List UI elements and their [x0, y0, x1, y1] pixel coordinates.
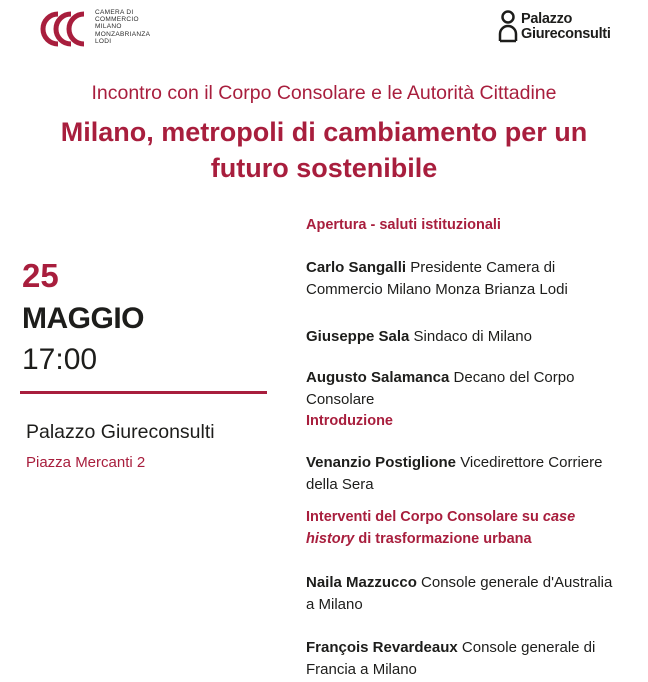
speaker-role: a Milano — [306, 595, 363, 613]
chamber-logo-line: LODI — [95, 37, 112, 45]
section-heading-talks — [306, 507, 636, 550]
program-item-speaker — [306, 367, 636, 410]
event-title-line: Milano, metropoli di cambiamento per un — [60, 117, 588, 147]
event-title-line: futuro sostenibile — [210, 153, 438, 183]
speaker-role: Vicedirettore Corriere — [456, 454, 603, 471]
speaker-role: della Sera — [306, 475, 374, 493]
event-title — [20, 114, 628, 186]
speaker-role: Console generale d'Australia — [416, 574, 613, 591]
event-subtitle: Incontro con il Corpo Consolare e le Autorità Cittadine — [91, 82, 557, 104]
section-heading-introduction: Introduzione — [306, 413, 393, 429]
event-address: Piazza Mercanti 2 — [26, 454, 146, 471]
palazzo-logo-line: Giureconsulti — [521, 26, 611, 42]
chamber-logo-line: COMMERCIO — [95, 16, 139, 24]
speaker-name: Naila Mazzucco — [306, 574, 417, 591]
chamber-logo-text — [95, 9, 150, 45]
speaker-name: Augusto Salamanca — [306, 369, 450, 386]
speaker-name: François Revardeaux — [306, 639, 458, 656]
talks-heading-text: di trasformazione urbana — [354, 530, 532, 547]
chamber-logo-line: MILANO — [95, 23, 122, 31]
chamber-logo-line: CAMERA DI — [95, 9, 134, 16]
divider — [20, 391, 267, 394]
section-heading-opening: Apertura - saluti istituzionali — [306, 217, 501, 233]
event-time: 17:00 — [22, 343, 98, 376]
speaker-role: Decano del Corpo — [449, 369, 575, 386]
chamber-of-commerce-logo — [38, 10, 90, 48]
palazzo-giureconsulti-logo — [498, 10, 611, 44]
event-day: 25 — [22, 257, 59, 294]
talks-heading-italic: case — [542, 509, 576, 525]
event-month: MAGGIO — [22, 302, 144, 335]
program-item-speaker — [306, 572, 636, 615]
speaker-name: Venanzio Postiglione — [306, 454, 457, 471]
program-item-speaker — [306, 637, 636, 680]
chamber-logo-line: MONZABRIANZA — [95, 30, 151, 38]
talks-heading-text: Interventi del Corpo Consolare su — [306, 509, 543, 525]
palazzo-logo-text — [521, 12, 611, 42]
speaker-role: Francia a Milano — [306, 660, 417, 678]
program-item-speaker — [306, 257, 636, 300]
program-item-speaker — [306, 452, 636, 495]
speaker-name: Giuseppe Sala — [306, 328, 410, 345]
event-venue: Palazzo Giureconsulti — [26, 421, 215, 443]
speaker-role: Consolare — [306, 390, 375, 408]
palazzo-logo-line: Palazzo — [521, 11, 573, 27]
speaker-role: Console generale di — [457, 639, 596, 656]
speaker-role: Presidente Camera di — [406, 259, 556, 276]
speaker-name: Carlo Sangalli — [306, 259, 407, 276]
talks-heading-italic: history — [306, 530, 355, 547]
program-item-speaker — [306, 326, 636, 348]
speaker-role: Sindaco di Milano — [409, 328, 532, 345]
speaker-role: Commercio Milano Monza Brianza Lodi — [306, 280, 568, 298]
palazzo-figure-icon — [498, 10, 518, 44]
